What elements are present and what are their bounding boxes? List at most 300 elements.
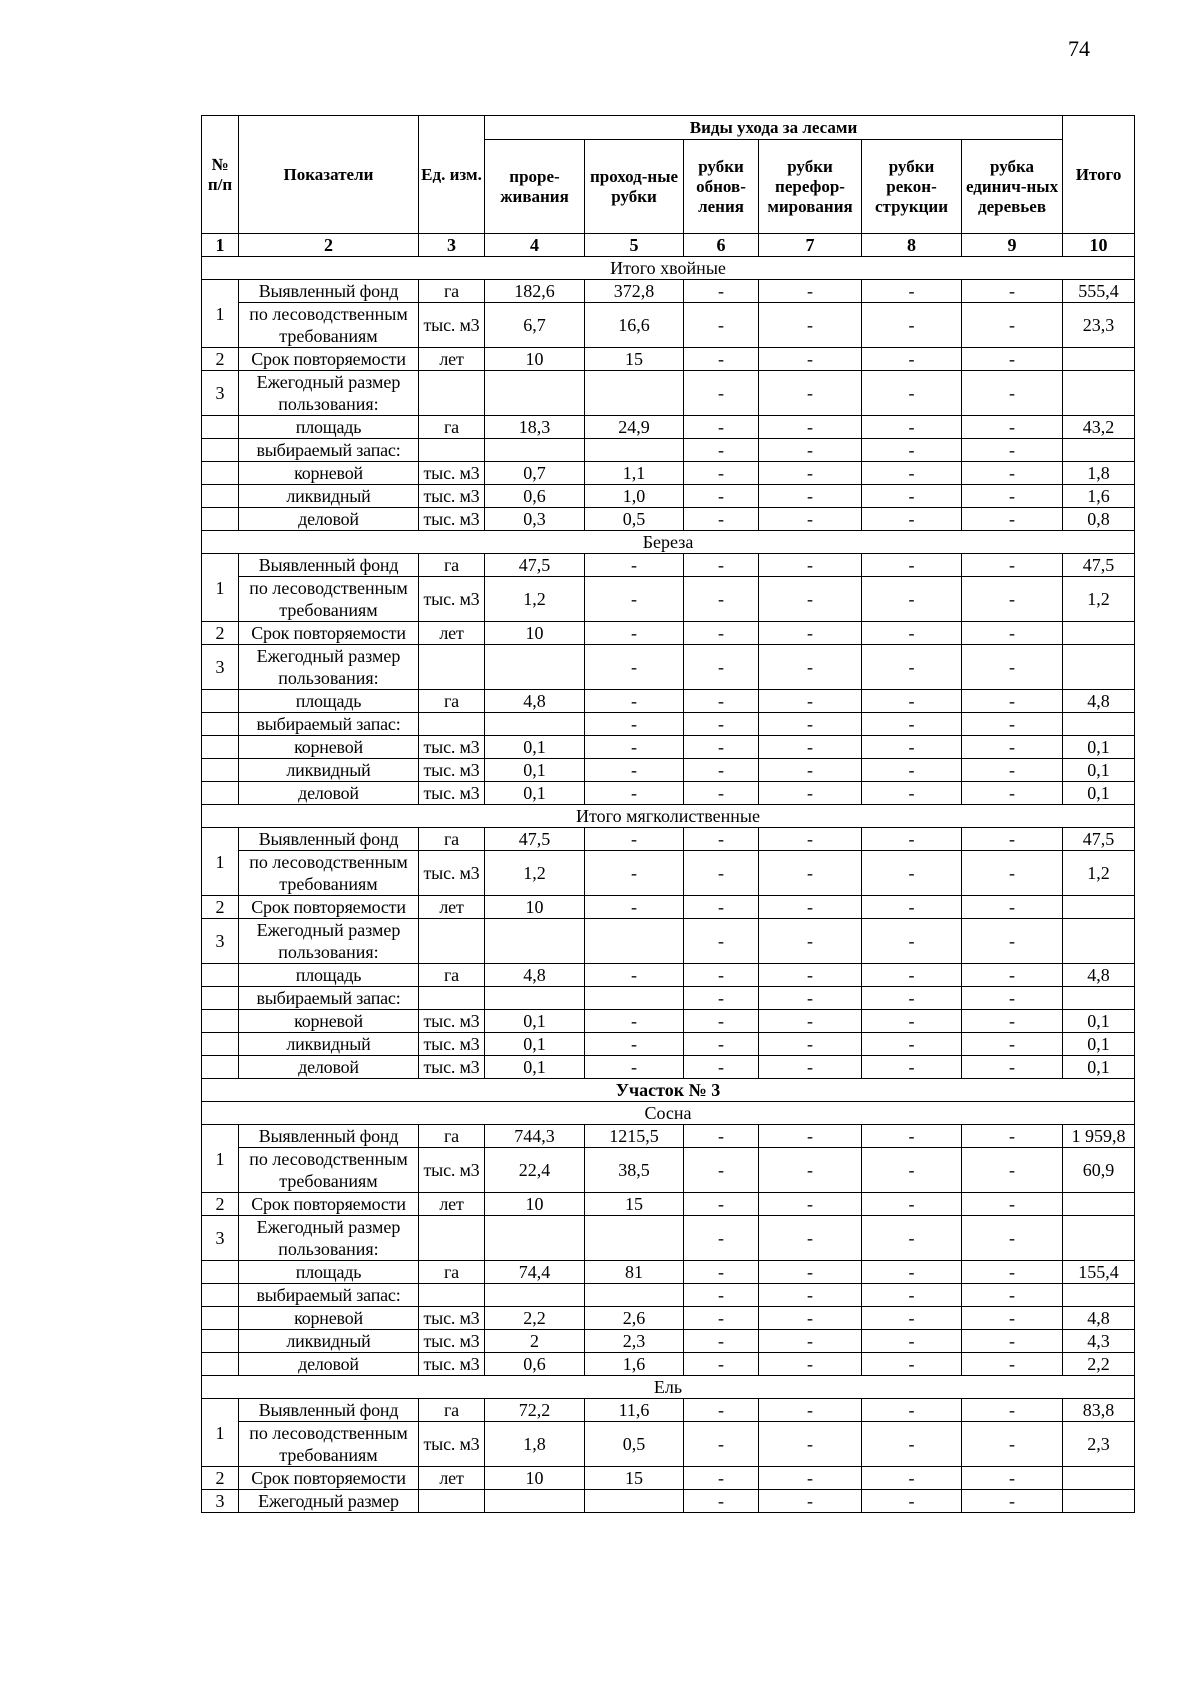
row-number	[202, 1284, 239, 1307]
value-cell: -	[684, 280, 759, 303]
unit-cell: тыс. м3	[419, 1422, 485, 1467]
value-cell: -	[962, 1056, 1063, 1079]
value-cell: -	[684, 485, 759, 508]
total-cell: 0,1	[1063, 1056, 1135, 1079]
value-cell: -	[962, 1284, 1063, 1307]
value-cell: -	[862, 896, 962, 919]
value-cell: 15	[585, 348, 684, 371]
unit-cell	[419, 1216, 485, 1261]
value-cell: 744,3	[485, 1125, 585, 1148]
value-cell: 182,6	[485, 280, 585, 303]
row-number: 1	[202, 554, 239, 622]
value-cell: -	[759, 1033, 862, 1056]
value-cell: -	[962, 1307, 1063, 1330]
unit-cell: га	[419, 1261, 485, 1284]
value-cell: -	[684, 1125, 759, 1148]
value-cell: 0,6	[485, 485, 585, 508]
value-cell: -	[862, 1399, 962, 1422]
column-number: 4	[485, 234, 585, 257]
unit-cell: тыс. м3	[419, 1056, 485, 1079]
unit-cell	[419, 439, 485, 462]
unit-cell: тыс. м3	[419, 851, 485, 896]
value-cell: -	[585, 1056, 684, 1079]
value-cell: -	[862, 782, 962, 805]
section-header-row	[202, 1102, 1135, 1125]
indicator-label: деловой	[239, 1056, 419, 1079]
value-cell: -	[962, 1033, 1063, 1056]
section-header-row	[202, 805, 1135, 828]
unit-cell	[419, 713, 485, 736]
section-title: Итого хвойные	[202, 257, 1135, 280]
value-cell: 0,3	[485, 508, 585, 531]
value-cell: -	[962, 896, 1063, 919]
value-cell: -	[684, 713, 759, 736]
total-cell: 1 959,8	[1063, 1125, 1135, 1148]
value-cell: -	[684, 1193, 759, 1216]
section-header-row	[202, 1079, 1135, 1102]
table-row	[202, 508, 1135, 531]
total-cell	[1063, 987, 1135, 1010]
section-header-row	[202, 257, 1135, 280]
indicator-label: Срок повторяемости	[239, 896, 419, 919]
value-cell: 2	[485, 1330, 585, 1353]
total-cell: 0,1	[1063, 759, 1135, 782]
total-cell: 155,4	[1063, 1261, 1135, 1284]
value-cell: -	[962, 782, 1063, 805]
value-cell: -	[759, 1307, 862, 1330]
total-cell: 555,4	[1063, 280, 1135, 303]
unit-cell: га	[419, 416, 485, 439]
value-cell: -	[759, 1125, 862, 1148]
value-cell: -	[862, 1010, 962, 1033]
row-number: 3	[202, 919, 239, 964]
value-cell: -	[759, 462, 862, 485]
table-row	[202, 1284, 1135, 1307]
value-cell: -	[684, 896, 759, 919]
total-cell	[1063, 713, 1135, 736]
value-cell: -	[585, 622, 684, 645]
value-cell	[485, 713, 585, 736]
value-cell: 1,2	[485, 577, 585, 622]
table-row	[202, 554, 1135, 577]
value-cell: -	[759, 851, 862, 896]
value-cell: 10	[485, 348, 585, 371]
unit-cell: тыс. м3	[419, 1033, 485, 1056]
value-cell: -	[862, 1216, 962, 1261]
value-cell: -	[962, 348, 1063, 371]
value-cell: -	[862, 554, 962, 577]
indicator-label: Выявленный фонд	[239, 828, 419, 851]
row-number: 3	[202, 1490, 239, 1513]
value-cell: -	[862, 1284, 962, 1307]
column-number: 6	[684, 234, 759, 257]
table-row	[202, 782, 1135, 805]
indicator-label: площадь	[239, 416, 419, 439]
unit-cell: лет	[419, 1467, 485, 1490]
indicator-label: корневой	[239, 462, 419, 485]
total-cell	[1063, 1216, 1135, 1261]
value-cell: -	[862, 280, 962, 303]
value-cell: -	[962, 645, 1063, 690]
indicator-label: по лесоводственным требованиям	[239, 303, 419, 348]
value-cell: 1,1	[585, 462, 684, 485]
header-col-passage: проход-ные рубки	[585, 140, 684, 234]
column-number: 5	[585, 234, 684, 257]
indicator-label: корневой	[239, 736, 419, 759]
value-cell: -	[684, 851, 759, 896]
value-cell: -	[684, 622, 759, 645]
value-cell: -	[684, 828, 759, 851]
section-title: Сосна	[202, 1102, 1135, 1125]
indicator-label: Срок повторяемости	[239, 1193, 419, 1216]
value-cell: -	[962, 1330, 1063, 1353]
indicator-label: корневой	[239, 1010, 419, 1033]
unit-cell: лет	[419, 348, 485, 371]
total-cell: 2,2	[1063, 1353, 1135, 1376]
value-cell: -	[962, 713, 1063, 736]
unit-cell: тыс. м3	[419, 485, 485, 508]
indicator-label: Ежегодный размер	[239, 1490, 419, 1513]
header-col-renewal: рубки обнов-ления	[684, 140, 759, 234]
value-cell: -	[862, 416, 962, 439]
row-number: 3	[202, 371, 239, 416]
value-cell: -	[862, 964, 962, 987]
value-cell: -	[759, 1148, 862, 1193]
unit-cell: тыс. м3	[419, 462, 485, 485]
row-number: 2	[202, 896, 239, 919]
value-cell: -	[759, 577, 862, 622]
value-cell: -	[862, 348, 962, 371]
value-cell: 0,1	[485, 1056, 585, 1079]
value-cell: 2,6	[585, 1307, 684, 1330]
value-cell: -	[862, 303, 962, 348]
value-cell: -	[759, 690, 862, 713]
indicator-label: Выявленный фонд	[239, 1125, 419, 1148]
total-cell: 4,8	[1063, 690, 1135, 713]
indicator-label: Выявленный фонд	[239, 280, 419, 303]
value-cell: -	[684, 416, 759, 439]
total-cell: 4,8	[1063, 964, 1135, 987]
forest-care-table	[201, 115, 1135, 1513]
value-cell: 0,5	[585, 508, 684, 531]
value-cell: 10	[485, 622, 585, 645]
indicator-label: по лесоводственным требованиям	[239, 1148, 419, 1193]
row-number	[202, 736, 239, 759]
table-row	[202, 1010, 1135, 1033]
total-cell	[1063, 371, 1135, 416]
indicator-label: Выявленный фонд	[239, 554, 419, 577]
row-number	[202, 1261, 239, 1284]
value-cell	[485, 439, 585, 462]
value-cell: -	[759, 1353, 862, 1376]
value-cell: -	[962, 690, 1063, 713]
section-title: Итого мягколиственные	[202, 805, 1135, 828]
value-cell: -	[862, 485, 962, 508]
value-cell: -	[684, 759, 759, 782]
table-row	[202, 1193, 1135, 1216]
unit-cell	[419, 1490, 485, 1513]
value-cell: -	[684, 1216, 759, 1261]
value-cell: -	[862, 1307, 962, 1330]
unit-cell	[419, 645, 485, 690]
value-cell: -	[962, 964, 1063, 987]
value-cell: -	[962, 554, 1063, 577]
value-cell: -	[759, 303, 862, 348]
value-cell: 0,7	[485, 462, 585, 485]
value-cell: -	[684, 645, 759, 690]
value-cell: -	[585, 713, 684, 736]
header-col-reform: рубки перефор-мирования	[759, 140, 862, 234]
value-cell: -	[962, 1422, 1063, 1467]
value-cell: -	[759, 919, 862, 964]
page-number: 74	[1068, 36, 1090, 61]
unit-cell: га	[419, 554, 485, 577]
value-cell: 4,8	[485, 690, 585, 713]
value-cell: -	[862, 1056, 962, 1079]
row-number: 2	[202, 1467, 239, 1490]
value-cell	[485, 1284, 585, 1307]
value-cell: -	[962, 1148, 1063, 1193]
value-cell: -	[585, 896, 684, 919]
value-cell: 38,5	[585, 1148, 684, 1193]
value-cell: -	[759, 371, 862, 416]
value-cell	[485, 645, 585, 690]
indicator-label: площадь	[239, 1261, 419, 1284]
value-cell: -	[585, 851, 684, 896]
indicator-label: выбираемый запас:	[239, 987, 419, 1010]
column-number: 2	[239, 234, 419, 257]
unit-cell: га	[419, 964, 485, 987]
value-cell: -	[759, 1261, 862, 1284]
row-number: 1	[202, 1125, 239, 1193]
value-cell: 2,2	[485, 1307, 585, 1330]
value-cell: -	[759, 736, 862, 759]
indicator-label: ликвидный	[239, 1033, 419, 1056]
value-cell: 10	[485, 1193, 585, 1216]
table-row	[202, 987, 1135, 1010]
unit-cell: тыс. м3	[419, 508, 485, 531]
table-row	[202, 371, 1135, 416]
header-col-single: рубка единич-ных деревьев	[962, 140, 1063, 234]
table-row	[202, 1307, 1135, 1330]
value-cell: -	[962, 1261, 1063, 1284]
total-cell: 0,1	[1063, 1010, 1135, 1033]
total-cell: 1,6	[1063, 485, 1135, 508]
indicator-label: ликвидный	[239, 759, 419, 782]
value-cell: -	[684, 303, 759, 348]
total-cell: 0,1	[1063, 736, 1135, 759]
value-cell: 10	[485, 1467, 585, 1490]
value-cell: -	[759, 1010, 862, 1033]
value-cell: -	[862, 1467, 962, 1490]
table-row	[202, 1422, 1135, 1467]
value-cell: -	[862, 645, 962, 690]
total-cell	[1063, 348, 1135, 371]
value-cell: -	[759, 782, 862, 805]
value-cell: -	[759, 439, 862, 462]
table-row	[202, 1125, 1135, 1148]
row-number: 1	[202, 1399, 239, 1467]
total-cell	[1063, 896, 1135, 919]
row-number: 3	[202, 645, 239, 690]
column-number: 7	[759, 234, 862, 257]
value-cell: 16,6	[585, 303, 684, 348]
value-cell: -	[962, 577, 1063, 622]
row-number	[202, 690, 239, 713]
value-cell: -	[862, 1353, 962, 1376]
total-cell: 0,1	[1063, 782, 1135, 805]
unit-cell: тыс. м3	[419, 577, 485, 622]
value-cell: -	[862, 1490, 962, 1513]
unit-cell: тыс. м3	[419, 1148, 485, 1193]
total-cell	[1063, 1284, 1135, 1307]
value-cell: -	[962, 987, 1063, 1010]
row-number: 2	[202, 1193, 239, 1216]
total-cell	[1063, 622, 1135, 645]
value-cell: -	[862, 371, 962, 416]
unit-cell	[419, 371, 485, 416]
value-cell: -	[759, 1467, 862, 1490]
row-number	[202, 1010, 239, 1033]
row-number	[202, 713, 239, 736]
value-cell: -	[962, 485, 1063, 508]
indicator-label: деловой	[239, 1353, 419, 1376]
value-cell: -	[759, 1399, 862, 1422]
value-cell: -	[759, 1422, 862, 1467]
value-cell: 4,8	[485, 964, 585, 987]
unit-cell: тыс. м3	[419, 736, 485, 759]
total-cell	[1063, 919, 1135, 964]
value-cell	[485, 919, 585, 964]
unit-cell: га	[419, 1399, 485, 1422]
value-cell: -	[962, 508, 1063, 531]
table-row	[202, 280, 1135, 303]
value-cell: -	[684, 1353, 759, 1376]
table-body	[202, 257, 1135, 1513]
value-cell: -	[759, 645, 862, 690]
value-cell	[585, 439, 684, 462]
column-number: 8	[862, 234, 962, 257]
value-cell: -	[759, 713, 862, 736]
row-number	[202, 1353, 239, 1376]
row-number	[202, 439, 239, 462]
row-number	[202, 1056, 239, 1079]
value-cell: -	[862, 919, 962, 964]
indicator-label: Срок повторяемости	[239, 1467, 419, 1490]
header-col-no: № п/п	[202, 116, 239, 234]
unit-cell	[419, 919, 485, 964]
value-cell: -	[684, 987, 759, 1010]
value-cell: -	[684, 736, 759, 759]
value-cell: -	[684, 1330, 759, 1353]
column-number: 1	[202, 234, 239, 257]
unit-cell: га	[419, 280, 485, 303]
value-cell: 0,5	[585, 1422, 684, 1467]
table-row	[202, 919, 1135, 964]
row-number	[202, 759, 239, 782]
value-cell: 15	[585, 1467, 684, 1490]
value-cell: -	[759, 416, 862, 439]
value-cell: -	[962, 736, 1063, 759]
value-cell: 74,4	[485, 1261, 585, 1284]
row-number: 1	[202, 828, 239, 896]
value-cell: -	[759, 828, 862, 851]
value-cell: -	[759, 554, 862, 577]
total-cell	[1063, 1490, 1135, 1513]
value-cell: -	[684, 508, 759, 531]
row-number	[202, 1307, 239, 1330]
indicator-label: по лесоводственным требованиям	[239, 851, 419, 896]
table-row	[202, 1261, 1135, 1284]
row-number	[202, 987, 239, 1010]
value-cell: -	[862, 508, 962, 531]
header-col-recon: рубки рекон-струкции	[862, 140, 962, 234]
row-number	[202, 485, 239, 508]
value-cell: -	[759, 485, 862, 508]
value-cell: -	[585, 645, 684, 690]
value-cell: 47,5	[485, 828, 585, 851]
value-cell: 0,6	[485, 1353, 585, 1376]
value-cell: -	[962, 1193, 1063, 1216]
value-cell: 1215,5	[585, 1125, 684, 1148]
value-cell: -	[684, 964, 759, 987]
total-cell: 47,5	[1063, 554, 1135, 577]
section-title: Участок № 3	[202, 1079, 1135, 1102]
total-cell: 23,3	[1063, 303, 1135, 348]
value-cell: -	[862, 851, 962, 896]
table-row	[202, 690, 1135, 713]
table-row	[202, 1399, 1135, 1422]
total-cell: 2,3	[1063, 1422, 1135, 1467]
total-cell: 47,5	[1063, 828, 1135, 851]
value-cell: -	[759, 987, 862, 1010]
header-group: Виды ухода за лесами	[485, 116, 1063, 140]
table-row	[202, 964, 1135, 987]
value-cell: -	[862, 462, 962, 485]
indicator-label: выбираемый запас:	[239, 1284, 419, 1307]
value-cell: 22,4	[485, 1148, 585, 1193]
table-row	[202, 348, 1135, 371]
table-row	[202, 1330, 1135, 1353]
value-cell: 6,7	[485, 303, 585, 348]
table-row	[202, 851, 1135, 896]
value-cell	[585, 919, 684, 964]
indicator-label: ликвидный	[239, 485, 419, 508]
total-cell: 60,9	[1063, 1148, 1135, 1193]
total-cell: 0,8	[1063, 508, 1135, 531]
value-cell: -	[862, 1422, 962, 1467]
value-cell: 0,1	[485, 1033, 585, 1056]
total-cell	[1063, 1193, 1135, 1216]
table-row	[202, 1353, 1135, 1376]
table-row	[202, 303, 1135, 348]
table-row	[202, 645, 1135, 690]
value-cell: -	[862, 622, 962, 645]
value-cell: 11,6	[585, 1399, 684, 1422]
value-cell: -	[585, 577, 684, 622]
value-cell: -	[585, 828, 684, 851]
indicator-label: Срок повторяемости	[239, 622, 419, 645]
indicator-label: площадь	[239, 690, 419, 713]
table-row	[202, 577, 1135, 622]
table-row	[202, 1490, 1135, 1513]
table-row	[202, 439, 1135, 462]
value-cell: -	[862, 1148, 962, 1193]
column-number: 3	[419, 234, 485, 257]
indicator-label: площадь	[239, 964, 419, 987]
value-cell: -	[962, 280, 1063, 303]
value-cell: -	[862, 1125, 962, 1148]
